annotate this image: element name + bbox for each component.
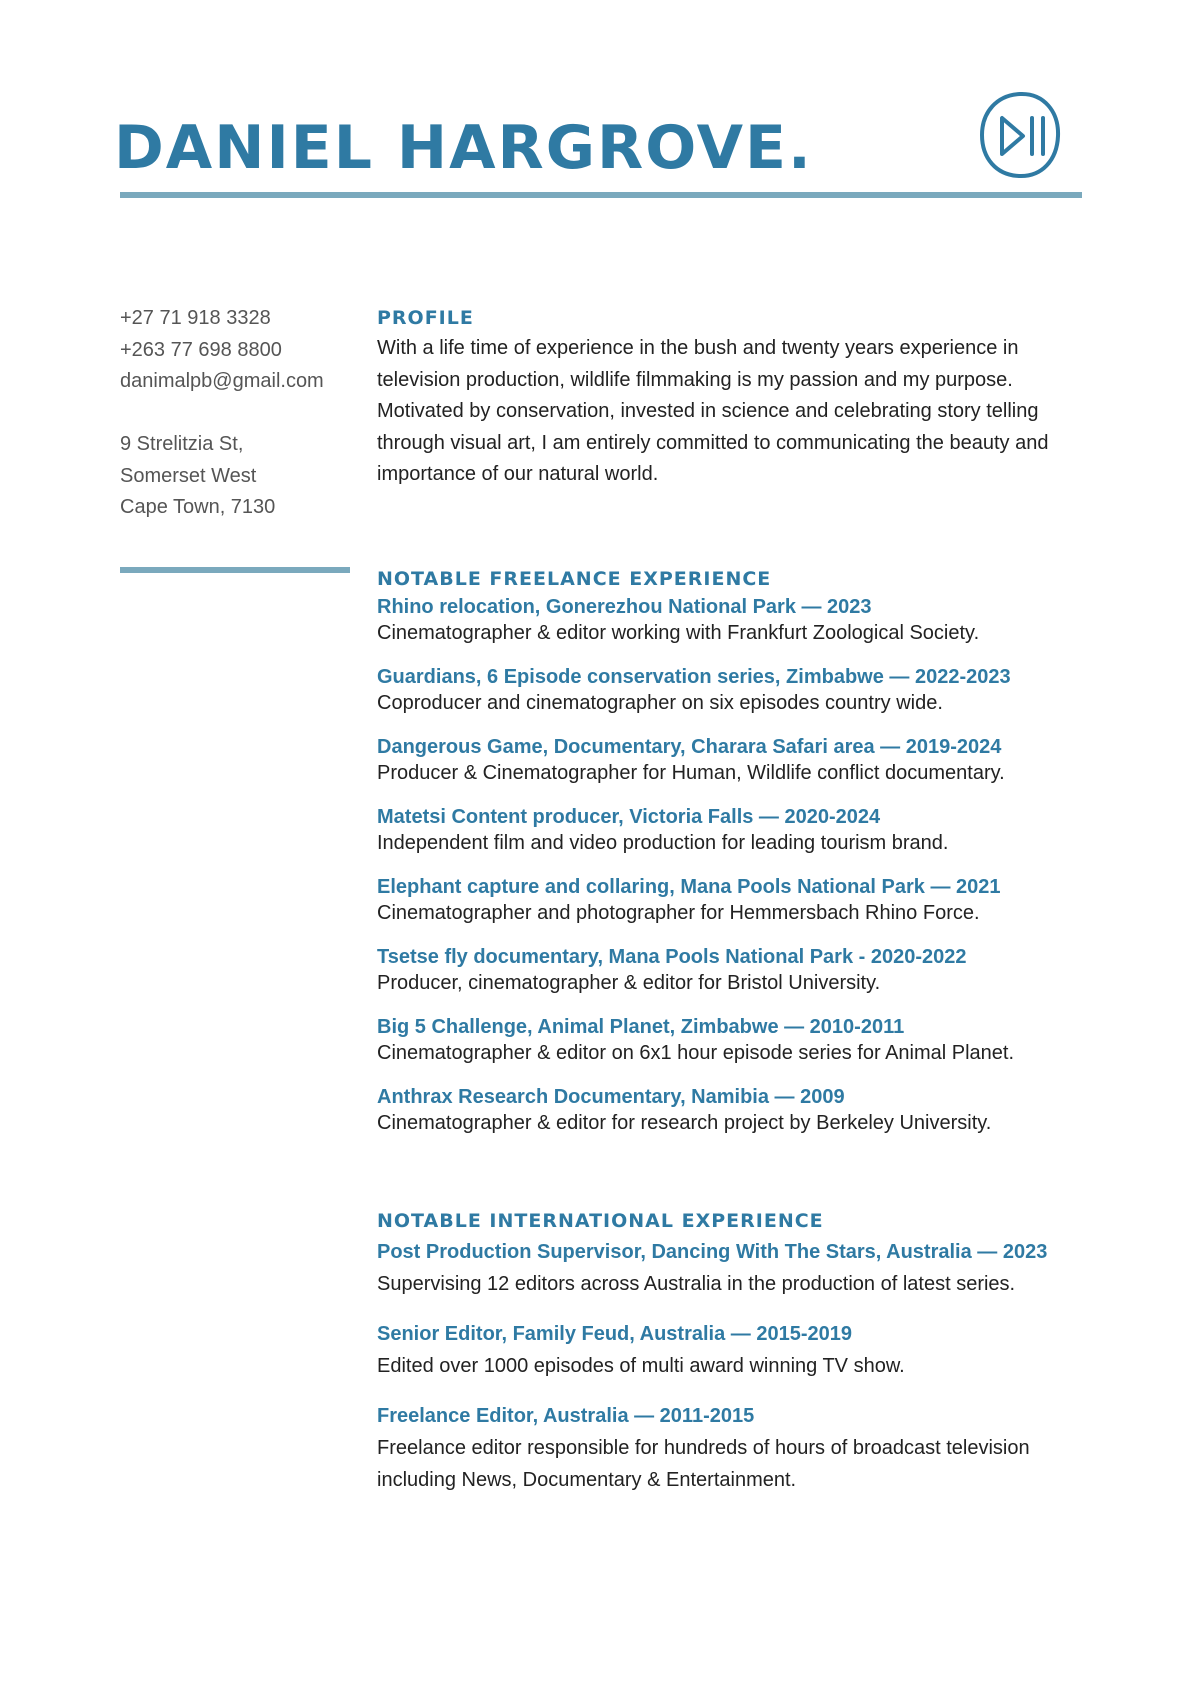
experience-title: Anthrax Research Documentary, Namibia — 2009 — [377, 1085, 845, 1108]
email: danimalpb@gmail.com — [120, 370, 324, 392]
experience-title: Senior Editor, Family Feud, Australia — 2015-2019 — [377, 1322, 852, 1345]
experience-description: Supervising 12 editors across Australia in the production of latest series. — [377, 1272, 1016, 1295]
experience-item — [377, 874, 1097, 926]
contact-block — [120, 303, 350, 524]
experience-title: Guardians, 6 Episode conservation series, Zimbabwe — 2022-2023 — [377, 665, 1011, 688]
profile-text: With a life time of experience in the bush and twenty years experience in television production, wildlife filmmaking is my passion and my purpose. Motivated by conservation, invested in science and celebrating story telling through visual art, I am entirely committed to communicating the beauty and importance of our natural world. — [377, 337, 1049, 485]
play-pause-icon — [976, 88, 1064, 182]
candidate-name: DANIEL HARGROVE. — [114, 113, 813, 183]
phone-primary: +27 71 918 3328 — [120, 307, 271, 329]
experience-description: Cinematographer & editor working with Frankfurt Zoological Society. — [377, 621, 980, 644]
experience-description: Freelance editor responsible for hundreds of hours of broadcast television including News, Documentary & Entertainment. — [377, 1436, 1030, 1491]
experience-item — [377, 1014, 1097, 1066]
experience-title: Rhino relocation, Gonerezhou National Park — 2023 — [377, 595, 872, 618]
profile-section — [377, 303, 1097, 491]
experience-item — [377, 664, 1097, 716]
experience-title: Elephant capture and collaring, Mana Pools National Park — 2021 — [377, 875, 1001, 898]
experience-item — [377, 594, 1097, 646]
address-line: Somerset West — [120, 464, 257, 487]
experience-item — [377, 944, 1097, 996]
experience-title: Freelance Editor, Australia — 2011-2015 — [377, 1404, 755, 1427]
main-content — [377, 303, 1097, 1514]
phone-secondary: +263 77 698 8800 — [120, 338, 282, 361]
experience-title: Big 5 Challenge, Animal Planet, Zimbabwe — 2010-2011 — [377, 1015, 905, 1038]
experience-title: Post Production Supervisor, Dancing With The Stars, Australia — 2023 — [377, 1240, 1048, 1263]
experience-title: Dangerous Game, Documentary, Charara Safari area — 2019-2024 — [377, 735, 1002, 758]
freelance-section — [377, 564, 1097, 1136]
experience-item — [377, 1236, 1097, 1300]
freelance-heading: NOTABLE FREELANCE EXPERIENCE — [377, 567, 772, 590]
header-rule — [120, 192, 1082, 198]
experience-description: Independent film and video production for leading tourism brand. — [377, 831, 949, 854]
experience-description: Cinematographer and photographer for Hemmersbach Rhino Force. — [377, 901, 980, 924]
international-heading: NOTABLE INTERNATIONAL EXPERIENCE — [377, 1209, 824, 1232]
international-section — [377, 1206, 1097, 1496]
experience-item — [377, 1084, 1097, 1136]
sidebar-rule — [120, 567, 350, 573]
experience-title: Tsetse fly documentary, Mana Pools National Park - 2020-2022 — [377, 945, 967, 968]
experience-item — [377, 1400, 1097, 1496]
experience-description: Producer & Cinematographer for Human, Wildlife conflict documentary. — [377, 761, 1005, 784]
experience-description: Cinematographer & editor on 6x1 hour episode series for Animal Planet. — [377, 1041, 1015, 1064]
experience-item — [377, 734, 1097, 786]
experience-description: Edited over 1000 episodes of multi award winning TV show. — [377, 1354, 905, 1377]
experience-item — [377, 1318, 1097, 1382]
experience-description: Coproducer and cinematographer on six episodes country wide. — [377, 691, 943, 714]
experience-description: Cinematographer & editor for research project by Berkeley University. — [377, 1111, 992, 1134]
experience-title: Matetsi Content producer, Victoria Falls — 2020-2024 — [377, 805, 881, 828]
profile-heading: PROFILE — [377, 307, 474, 329]
experience-description: Producer, cinematographer & editor for Bristol University. — [377, 971, 881, 994]
address-line: Cape Town, 7130 — [120, 496, 276, 518]
address-line: 9 Strelitzia St, — [120, 433, 244, 455]
experience-item — [377, 804, 1097, 856]
